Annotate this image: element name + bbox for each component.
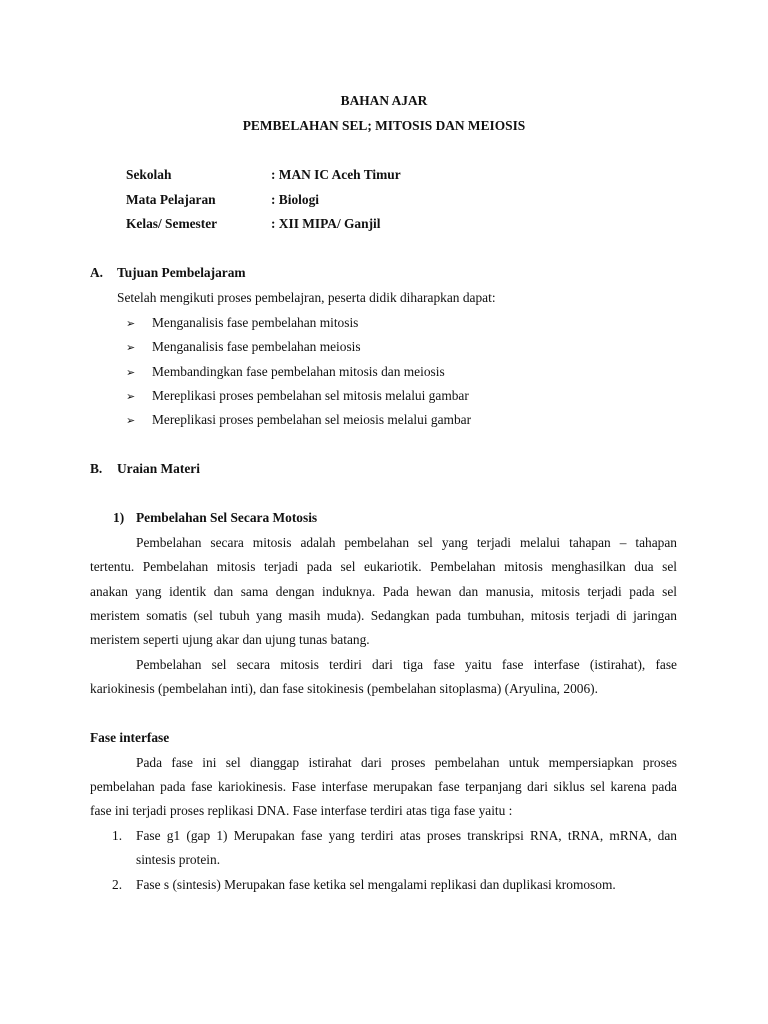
- paragraph-line: pembelahan pada fase kariokinesis. Fase interfase merupakan fase terpanjang dari siklus sel karena pada: [90, 779, 677, 794]
- arrowhead-bullet-icon: ➢: [126, 390, 136, 403]
- list-item-text: Menganalisis fase pembelahan mitosis: [152, 315, 359, 330]
- subsection-number: 1): [113, 510, 125, 525]
- info-label: Sekolah: [126, 167, 172, 182]
- arrowhead-bullet-icon: ➢: [126, 366, 136, 379]
- list-item: [126, 364, 445, 380]
- paragraph-line: Pembelahan secara mitosis adalah pembelahan sel yang terjadi melalui tahapan – tahapan: [136, 535, 677, 550]
- paragraph-line: anakan yang identik dan sama dengan induknya. Pada hewan dan manusia, mitosis terjadi pada sel: [90, 584, 677, 599]
- paragraph-line: meristem somatis (sel tubuh yang masih muda). Sedangkan pada tumbuhan, mitosis terjadi di jaringan: [90, 608, 677, 623]
- section-a-intro: Setelah mengikuti proses pembelajran, peserta didik diharapkan dapat:: [117, 290, 496, 305]
- paragraph-line: Pembelahan sel secara mitosis terdiri dari tiga fase yaitu fase interfase (istirahat), fase: [136, 657, 677, 672]
- paragraph-line: Pada fase ini sel dianggap istirahat dari proses pembelahan untuk mempersiapkan proses: [136, 755, 677, 770]
- list-item-text: Membandingkan fase pembelahan mitosis dan meiosis: [152, 364, 445, 379]
- subsection-heading: [113, 510, 317, 526]
- document-subtitle: PEMBELAHAN SEL; MITOSIS DAN MEIOSIS: [242, 118, 526, 133]
- info-value: : Biologi: [271, 192, 319, 207]
- section-number: B.: [90, 461, 103, 476]
- item-number: 2.: [112, 877, 123, 892]
- section-title: Tujuan Pembelajaram: [117, 265, 246, 280]
- arrowhead-bullet-icon: ➢: [126, 414, 136, 427]
- document-title: BAHAN AJAR: [340, 93, 428, 108]
- section-b-heading: [90, 461, 200, 477]
- list-item: [126, 339, 361, 355]
- section-title: Uraian Materi: [117, 461, 200, 476]
- section-number: A.: [90, 265, 104, 280]
- info-label: Kelas/ Semester: [126, 216, 218, 231]
- numbered-item-2: [112, 877, 136, 893]
- paragraph-line: tertentu. Pembelahan mitosis terjadi pada sel eukariotik. Pembelahan mitosis menghasilkan dua sel: [90, 559, 677, 574]
- list-item: [126, 315, 358, 331]
- info-value: : MAN IC Aceh Timur: [271, 167, 401, 182]
- interfase-heading: Fase interfase: [90, 730, 170, 745]
- item-number: 1.: [112, 828, 123, 843]
- list-item-text: Mereplikasi proses pembelahan sel meiosis melalui gambar: [152, 412, 472, 427]
- subsection-title: Pembelahan Sel Secara Motosis: [136, 510, 318, 525]
- arrowhead-bullet-icon: ➢: [126, 341, 136, 354]
- numbered-item-text: Fase g1 (gap 1) Merupakan fase yang terdiri atas proses transkripsi RNA, tRNA, mRNA, dan: [136, 828, 677, 843]
- list-item-text: Menganalisis fase pembelahan meiosis: [152, 339, 361, 354]
- list-item: [126, 388, 469, 404]
- paragraph-line: kariokinesis (pembelahan inti), dan fase sitokinesis (pembelahan sitoplasma) (Aryulina, 2006).: [90, 681, 598, 696]
- arrowhead-bullet-icon: ➢: [126, 317, 136, 330]
- numbered-item-1: [112, 828, 136, 844]
- paragraph-line: fase ini terjadi proses replikasi DNA. Fase interfase terdiri atas tiga fase yaitu :: [90, 803, 513, 818]
- section-a-heading: [90, 265, 246, 281]
- list-item: [126, 412, 471, 428]
- paragraph-line: meristem seperti ujung akar dan ujung tunas batang.: [90, 632, 370, 647]
- numbered-item-text: Fase s (sintesis) Merupakan fase ketika sel mengalami replikasi dan duplikasi kromosom.: [136, 877, 616, 892]
- info-label: Mata Pelajaran: [126, 192, 216, 207]
- list-item-text: Mereplikasi proses pembelahan sel mitosis melalui gambar: [152, 388, 469, 403]
- numbered-item-text: sintesis protein.: [136, 852, 221, 867]
- info-value: : XII MIPA/ Ganjil: [271, 216, 381, 231]
